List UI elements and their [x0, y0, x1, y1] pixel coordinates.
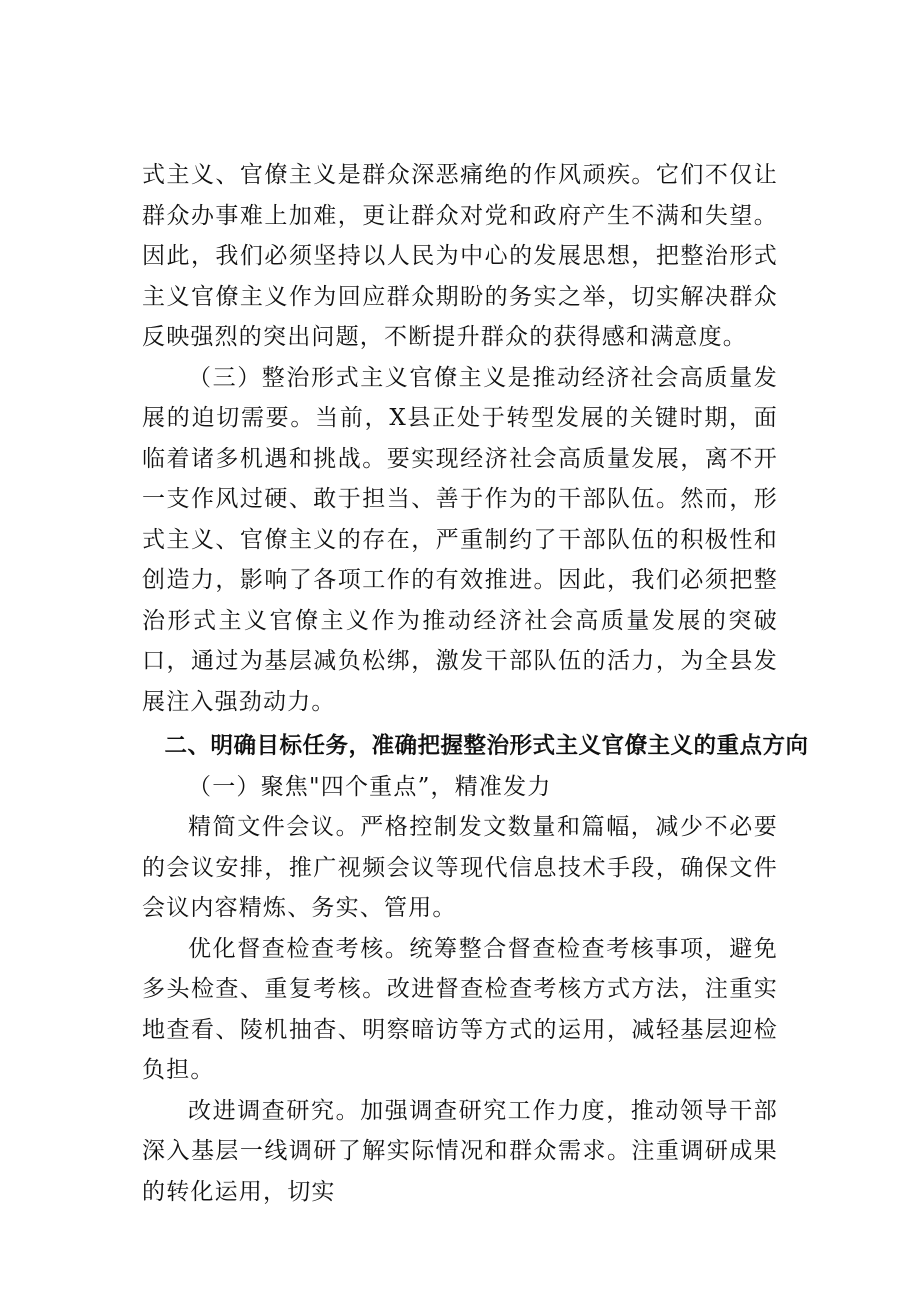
paragraph-optimize-inspections: 优化督查检查考核。统筹整合督查检查考核事项，避免多头检查、重复考核。改进督查检查考核方式方法，注重实地查看、陵机抽杳、明察暗访等方式的运用，减轻基层迎检负担。: [142, 935, 778, 1083]
subsection-heading: （一）聚焦"四个重点”，精准发力: [188, 773, 552, 800]
paragraph-improve-research: 改进调查研究。加强调查研究工作力度，推动领导干部深入基层一线调研了解实际情况和群众需求。注重调研成果的转化运用，切实: [142, 1097, 778, 1205]
document-body: [142, 155, 809, 1212]
paragraph-body-continued: 式主义、官僚主义是群众深恶痛绝的作风顽疾。它们不仅让群众办事难上加难，更让群众对党和政府产生不满和失望。因此，我们必须坚持以人民为中心的发展思想，把整治形式主义官僚主义作为回应群众期盼的务实之举，切实解决群众反映强烈的突出问题，不断提升群众的获得感和满意度。: [142, 162, 778, 350]
paragraph-streamline-meetings: 精简文件会议。严格控制发文数量和篇幅，减少不必要的会议安排，推广视频会议等现代信息技术手段，确保文件会议内容精炼、务实、管用。: [142, 814, 778, 921]
paragraph-urgent-need: （三）整治形式主义官僚主义是推动经济社会高质量发展的迫切需要。当前，X县正处于转型发展的关键时期，面临着诸多机遇和挑战。要实现经济社会高质量发展，离不开一支作风过硬、敢于担当、善于作为的干部队伍。然而，形式主义、官僚主义的存在，严重制约了干部队伍的积极性和创造力，影响了各项工作的有效推进。因此，我们必须把整治形式主义官僚主义作为推动经济社会高质量发展的突破口，通过为基层减负松绑，激发干部队伍的活力，为全县发展注入强劲动力。: [142, 364, 778, 715]
section-heading: 二、明确目标任务，准确把握整治形式主义官僚主义的重点方向: [164, 733, 809, 759]
